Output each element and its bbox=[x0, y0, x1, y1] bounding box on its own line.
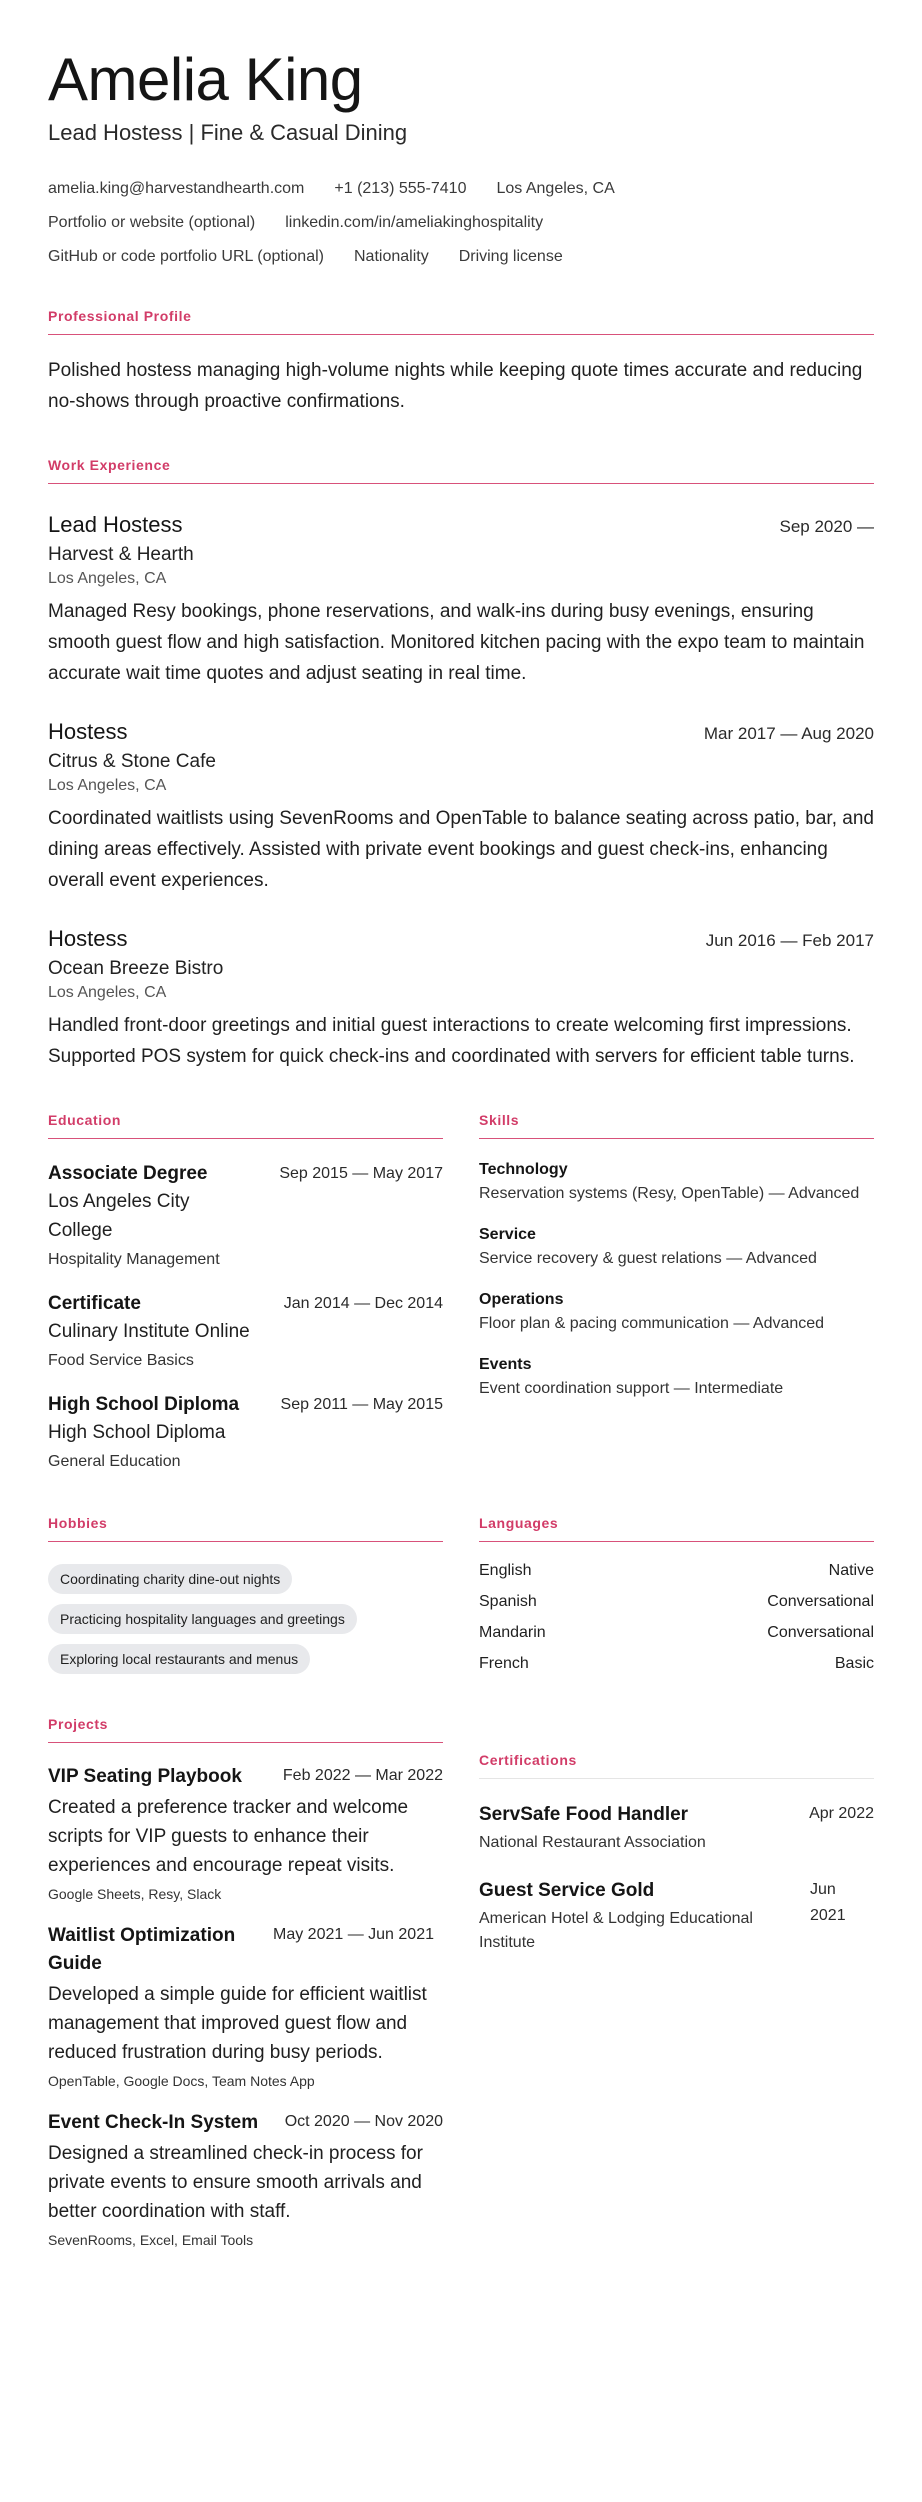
skill-category: Technology bbox=[479, 1161, 568, 1178]
hobbies-section bbox=[48, 1515, 443, 1674]
email-link[interactable]: amelia.king@harvestandhearth.com bbox=[48, 180, 305, 197]
section-title: Projects bbox=[48, 1716, 443, 1743]
language-row bbox=[479, 1655, 874, 1673]
location: Los Angeles, CA bbox=[496, 180, 615, 197]
certifications-section bbox=[479, 1716, 874, 2248]
job-company: Citrus & Stone Cafe bbox=[48, 751, 216, 772]
project-tech: Google Sheets, Resy, Slack bbox=[48, 1886, 222, 1902]
project-description: Developed a simple guide for efficient waitlist management that improved guest flow and reduced frustration during busy periods. bbox=[48, 1984, 427, 2063]
project-tech: OpenTable, Google Docs, Team Notes App bbox=[48, 2073, 315, 2089]
skill-entry bbox=[479, 1291, 874, 1336]
skill-entry bbox=[479, 1226, 874, 1271]
project-title: VIP Seating Playbook bbox=[48, 1766, 242, 1787]
job-dates: Sep 2020 — bbox=[779, 517, 874, 536]
job-title: Hostess bbox=[48, 926, 128, 951]
certification-issuer: American Hotel & Lodging Educational Institute bbox=[479, 1910, 753, 1951]
field-of-study: General Education bbox=[48, 1453, 181, 1470]
language-name: French bbox=[479, 1655, 529, 1672]
job-company: Ocean Breeze Bistro bbox=[48, 958, 224, 979]
project-tech: SevenRooms, Excel, Email Tools bbox=[48, 2232, 254, 2248]
degree: Certificate bbox=[48, 1293, 141, 1314]
experience-section bbox=[48, 457, 874, 1072]
skill-detail: Floor plan & pacing communication — Advanced bbox=[479, 1315, 825, 1332]
languages-section bbox=[479, 1515, 874, 1674]
language-level: Conversational bbox=[767, 1624, 874, 1641]
linkedin-link[interactable]: linkedin.com/in/ameliakinghospitality bbox=[285, 214, 544, 231]
job-title: Lead Hostess bbox=[48, 512, 183, 537]
project-description: Created a preference tracker and welcome scripts for VIP guests to enhance their experiences and encourage repeat visits. bbox=[48, 1797, 409, 1876]
job-dates: Mar 2017 — Aug 2020 bbox=[703, 724, 874, 743]
profile-section bbox=[48, 308, 874, 417]
contact-row bbox=[48, 172, 874, 206]
contact-row bbox=[48, 206, 874, 240]
section-title: Skills bbox=[479, 1112, 874, 1139]
contact-row bbox=[48, 240, 874, 274]
language-name: English bbox=[479, 1562, 532, 1579]
project-title: Event Check-In System bbox=[48, 2112, 259, 2133]
job-entry bbox=[48, 926, 874, 1072]
project-entry bbox=[48, 1763, 443, 1902]
field-of-study: Hospitality Management bbox=[48, 1251, 220, 1268]
field-of-study: Food Service Basics bbox=[48, 1352, 194, 1369]
section-title: Education bbox=[48, 1112, 443, 1139]
hobbies-languages-row bbox=[48, 1515, 874, 1674]
education-entry bbox=[48, 1392, 443, 1471]
job-company: Harvest & Hearth bbox=[48, 544, 194, 565]
driving-license: Driving license bbox=[458, 248, 563, 265]
language-level: Native bbox=[828, 1562, 874, 1579]
skills-section bbox=[479, 1112, 874, 1471]
language-level: Basic bbox=[834, 1655, 874, 1672]
skill-entry bbox=[479, 1356, 874, 1401]
job-dates: Jun 2016 — Feb 2017 bbox=[705, 931, 874, 950]
resume-header bbox=[48, 44, 874, 274]
school: High School Diploma bbox=[48, 1422, 226, 1443]
projects-certifications-row bbox=[48, 1716, 874, 2248]
skill-detail: Service recovery & guest relations — Advanced bbox=[479, 1250, 817, 1267]
github-link[interactable]: GitHub or code portfolio URL (optional) bbox=[48, 248, 324, 265]
project-dates: May 2021 — Jun 2021 bbox=[273, 1926, 434, 1943]
education-dates: Jan 2014 — Dec 2014 bbox=[283, 1295, 443, 1312]
job-entry bbox=[48, 719, 874, 896]
project-dates: Feb 2022 — Mar 2022 bbox=[282, 1767, 443, 1784]
nationality: Nationality bbox=[353, 248, 429, 265]
language-name: Spanish bbox=[479, 1593, 537, 1610]
certification-entry bbox=[479, 1801, 874, 1855]
hobby-chip: Coordinating charity dine-out nights bbox=[48, 1564, 292, 1594]
phone-number[interactable]: +1 (213) 555-7410 bbox=[334, 180, 467, 197]
hobby-chip: Practicing hospitality languages and greetings bbox=[48, 1604, 357, 1634]
skill-entry bbox=[479, 1161, 874, 1206]
education-entry bbox=[48, 1161, 443, 1269]
certification-title: Guest Service Gold bbox=[479, 1880, 655, 1901]
certification-date: Apr 2022 bbox=[809, 1805, 874, 1822]
section-title: Work Experience bbox=[48, 457, 874, 484]
section-title: Professional Profile bbox=[48, 308, 874, 335]
project-entry bbox=[48, 2109, 443, 2248]
candidate-headline: Lead Hostess | Fine & Casual Dining bbox=[48, 120, 408, 145]
language-row bbox=[479, 1624, 874, 1642]
education-dates: Sep 2011 — May 2015 bbox=[280, 1396, 443, 1413]
school: Los Angeles City College bbox=[48, 1191, 190, 1241]
portfolio-link[interactable]: Portfolio or website (optional) bbox=[48, 214, 256, 231]
section-title: Certifications bbox=[479, 1752, 874, 1779]
section-title: Languages bbox=[479, 1515, 874, 1542]
degree: High School Diploma bbox=[48, 1394, 240, 1415]
certification-entry bbox=[479, 1877, 874, 1955]
skill-category: Events bbox=[479, 1356, 532, 1373]
certification-title: ServSafe Food Handler bbox=[479, 1804, 689, 1825]
education-dates: Sep 2015 — May 2017 bbox=[279, 1165, 443, 1182]
job-description: Handled front-door greetings and initial guest interactions to create welcoming first impressions. Supported POS system for quick check-ins and coordinated with servers for efficient table turns. bbox=[48, 1015, 855, 1067]
job-description: Coordinated waitlists using SevenRooms and OpenTable to balance seating across patio, bar, and dining areas effectively. Assisted with private event bookings and guest check-ins, enhancing overall event experiences. bbox=[48, 808, 874, 891]
education-entry bbox=[48, 1291, 443, 1370]
project-dates: Oct 2020 — Nov 2020 bbox=[284, 2113, 443, 2130]
job-location: Los Angeles, CA bbox=[48, 777, 167, 794]
skill-detail: Event coordination support — Intermediate bbox=[479, 1380, 784, 1397]
skill-category: Operations bbox=[479, 1291, 564, 1308]
project-entry bbox=[48, 1922, 443, 2089]
job-location: Los Angeles, CA bbox=[48, 570, 167, 587]
language-row bbox=[479, 1593, 874, 1611]
certification-issuer: National Restaurant Association bbox=[479, 1834, 706, 1851]
language-row bbox=[479, 1562, 874, 1580]
skill-category: Service bbox=[479, 1226, 536, 1243]
job-location: Los Angeles, CA bbox=[48, 984, 167, 1001]
education-section bbox=[48, 1112, 443, 1471]
contact-info bbox=[48, 172, 874, 274]
project-description: Designed a streamlined check-in process for private events to ensure smooth arrivals and better coordination with staff. bbox=[48, 2143, 423, 2222]
section-title: Hobbies bbox=[48, 1515, 443, 1542]
education-skills-row bbox=[48, 1112, 874, 1471]
candidate-name: Amelia King bbox=[48, 46, 363, 113]
projects-section bbox=[48, 1716, 443, 2248]
job-entry bbox=[48, 512, 874, 689]
profile-text: Polished hostess managing high-volume nights while keeping quote times accurate and reducing no-shows through proactive confirmations. bbox=[48, 360, 863, 412]
hobby-chip: Exploring local restaurants and menus bbox=[48, 1644, 310, 1674]
language-name: Mandarin bbox=[479, 1624, 546, 1641]
certification-date: Jun 2021 bbox=[810, 1881, 846, 1924]
project-title: Waitlist Optimization Guide bbox=[48, 1925, 236, 1974]
job-title: Hostess bbox=[48, 719, 128, 744]
job-description: Managed Resy bookings, phone reservations, and walk-ins during busy evenings, ensuring smooth guest flow and high satisfaction. Monitored kitchen pacing with the expo team to maintain accurate wait time quotes and adjust seating in real time. bbox=[48, 601, 865, 684]
skill-detail: Reservation systems (Resy, OpenTable) — Advanced bbox=[479, 1185, 860, 1202]
degree: Associate Degree bbox=[48, 1163, 208, 1184]
school: Culinary Institute Online bbox=[48, 1321, 250, 1342]
language-level: Conversational bbox=[767, 1593, 874, 1610]
